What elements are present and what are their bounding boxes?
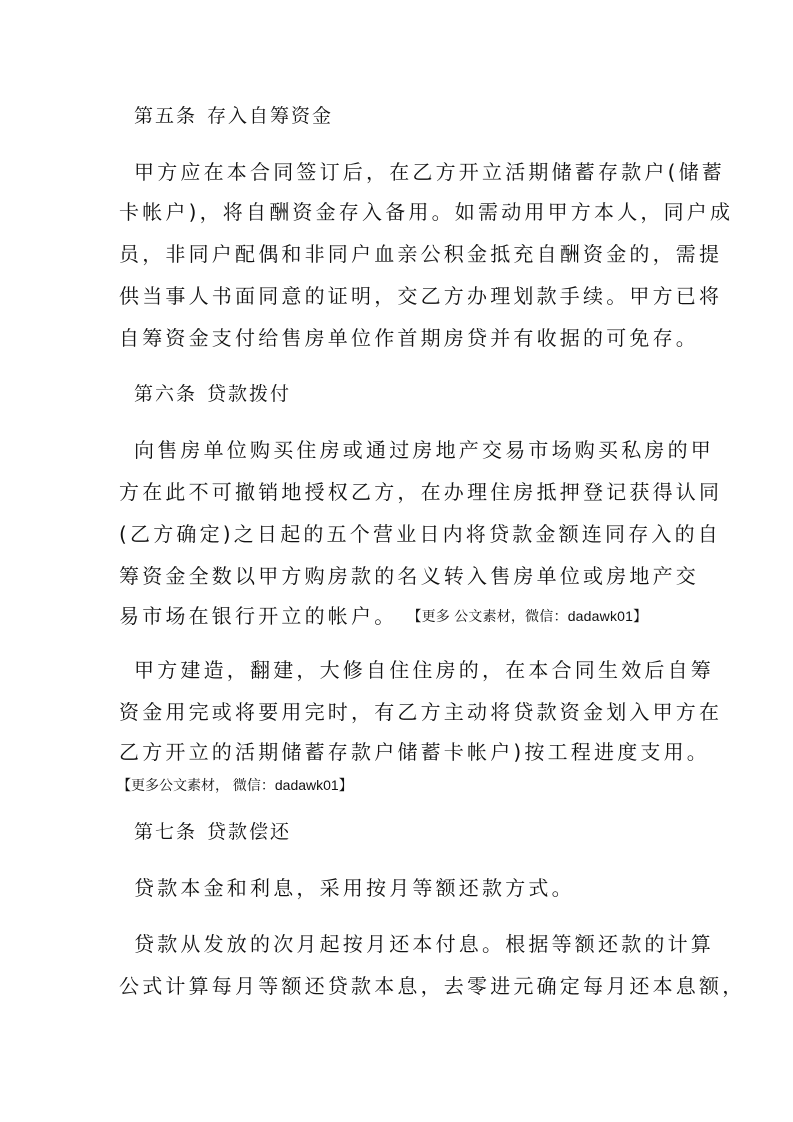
- article-6-p1-line-5-text: 易市场在银行开立的帐户。: [119, 604, 398, 628]
- article-6-p1-line-1: 向售房单位购买住房或通过房地产交易市场购买私房的甲: [134, 438, 714, 462]
- article-5-heading: [134, 102, 333, 130]
- article-6-p1-line-4: 筹资金全数以甲方购房款的名义转入售房单位或房地产交: [119, 564, 699, 588]
- article-5-line-5: 自筹资金支付给售房单位作首期房贷并有收据的可免存。: [119, 326, 699, 350]
- article-5-title: 存入自筹资金: [207, 105, 334, 127]
- article-5-line-3: 员，非同户配偶和非同户血亲公积金抵充自酬资金的，需提: [119, 242, 723, 266]
- article-6-p2-line-1: 甲方建造，翻建，大修自住住房的，在本合同生效后自筹: [134, 658, 714, 682]
- article-5-line-2: 卡帐户)，将自酬资金存入备用。如需动用甲方本人，同户成: [119, 200, 734, 224]
- article-5-line-4: 供当事人书面同意的证明，交乙方办理划款手续。甲方已将: [119, 284, 723, 308]
- article-6-p2-line-2: 资金用完或将要用完时，有乙方主动将贷款资金划入甲方在: [119, 700, 723, 724]
- article-7-title: 贷款偿还: [207, 821, 292, 843]
- article-6-p1-line-5: [119, 602, 647, 630]
- article-5-line-1: 甲方应在本合同签订后，在乙方开立活期储蓄存款户(储蓄: [134, 160, 726, 184]
- article-6-title: 贷款拨付: [207, 383, 292, 405]
- article-7-p2-line-1: 贷款从发放的次月起按月还本付息。根据等额还款的计算: [134, 932, 714, 956]
- article-6-heading: [134, 380, 291, 408]
- article-7-number: 第七条: [134, 821, 198, 843]
- article-6-p1-line-3: (乙方确定)之日起的五个营业日内将贷款金额连同存入的自: [119, 522, 722, 546]
- article-7-heading: [134, 818, 291, 846]
- article-5-number: 第五条: [134, 105, 198, 127]
- article-6-p1-line-2: 方在此不可撤销地授权乙方，在办理住房抵押登记获得认同: [119, 480, 723, 504]
- article-7-p2-line-2: 公式计算每月等额还贷款本息，去零进元确定每月还本息额，: [119, 974, 746, 998]
- article-7-p1: 贷款本金和利息，采用按月等额还款方式。: [134, 876, 575, 900]
- watermark-note-1: 【更多 公文素材，微信：dadawk01】: [407, 608, 648, 624]
- article-6-p2-line-3: 乙方开立的活期储蓄存款户储蓄卡帐户)按工程进度支用。: [119, 740, 711, 764]
- article-6-number: 第六条: [134, 383, 198, 405]
- watermark-note-2: 【更多公文素材， 微信：dadawk01】: [117, 777, 353, 793]
